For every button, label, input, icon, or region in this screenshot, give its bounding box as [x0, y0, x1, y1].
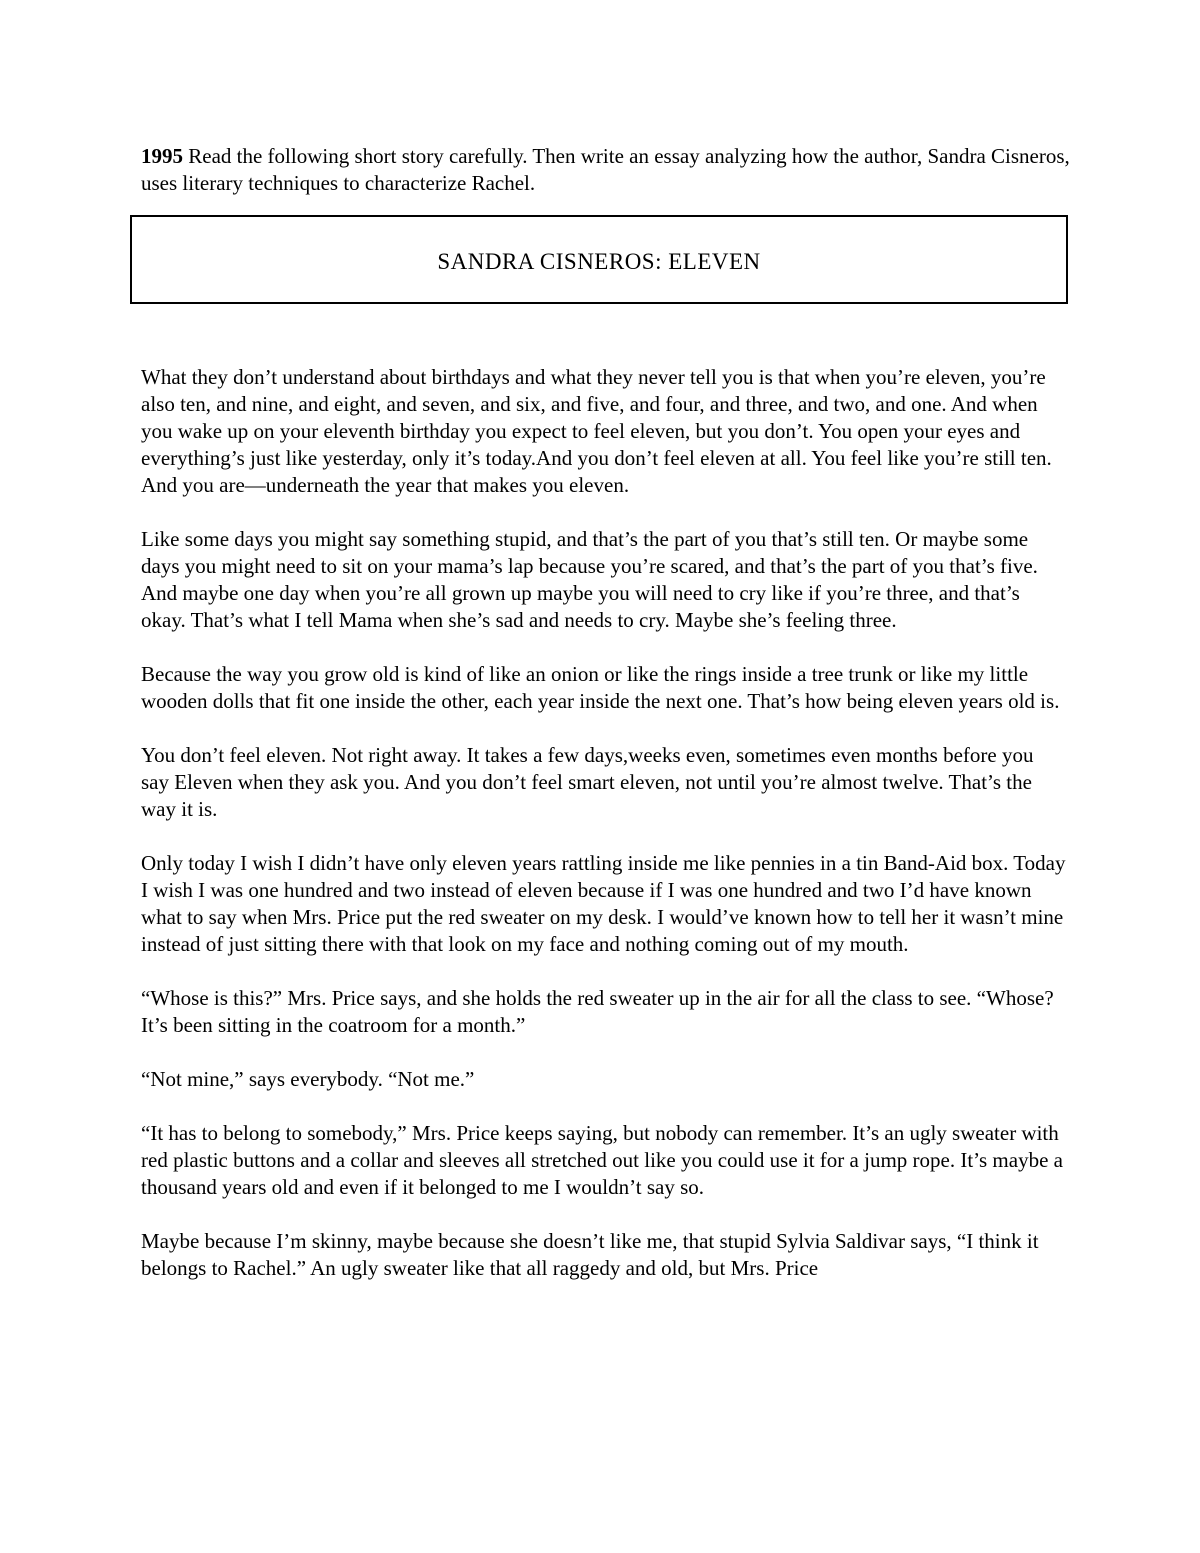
story-paragraph: “Not mine,” says everybody. “Not me.”	[141, 1067, 475, 1091]
story-paragraph: What they don’t understand about birthdays and what they never tell you is that when you’re eleven, you’re also ten, and nine, and eight, and seven, and six, and five, and four, and three, and two, and one. And when you wake up on your eleventh birthday you expect to feel eleven, but you don’t. You open your eyes and everything’s just like yesterday, only it’s today.And you don’t feel eleven at all. You feel like you’re still ten. And you are—underneath the year that makes you eleven.	[141, 365, 1052, 497]
prompt-text: Read the following short story carefully. Then write an essay analyzing how the author, Sandra Cisneros, uses literary techniques to characterize Rachel.	[141, 144, 1070, 195]
essay-prompt	[141, 143, 1071, 197]
story-body	[141, 364, 1066, 1309]
story-title: SANDRA CISNEROS: ELEVEN	[437, 248, 761, 274]
story-paragraph: Because the way you grow old is kind of like an onion or like the rings inside a tree trunk or like my little wooden dolls that fit one inside the other, each year inside the next one. That’s how being eleven years old is.	[141, 662, 1060, 713]
story-paragraph: You don’t feel eleven. Not right away. It takes a few days,weeks even, sometimes even months before you say Eleven when they ask you. And you don’t feel smart eleven, not until you’re almost twelve. That’s the way it is.	[141, 743, 1034, 821]
story-paragraph: Like some days you might say something stupid, and that’s the part of you that’s still ten. Or maybe some days you might need to sit on your mama’s lap because you’re scared, and that’s the part of you that’s five. And maybe one day when you’re all grown up maybe you will need to cry like if you’re three, and that’s okay. That’s what I tell Mama when she’s sad and needs to cry. Maybe she’s feeling three.	[141, 527, 1038, 632]
story-paragraph: Maybe because I’m skinny, maybe because she doesn’t like me, that stupid Sylvia Saldivar says, “I think it belongs to Rachel.” An ugly sweater like that all raggedy and old, but Mrs. Price	[141, 1229, 1039, 1280]
prompt-year: 1995	[141, 144, 183, 168]
story-paragraph: “It has to belong to somebody,” Mrs. Price keeps saying, but nobody can remember. It’s an ugly sweater with red plastic buttons and a collar and sleeves all stretched out like you could use it for a jump rope. It’s maybe a thousand years old and even if it belonged to me I wouldn’t say so.	[141, 1121, 1063, 1199]
story-title-box	[130, 215, 1068, 304]
story-paragraph: “Whose is this?” Mrs. Price says, and she holds the red sweater up in the air for all the class to see. “Whose? It’s been sitting in the coatroom for a month.”	[141, 986, 1054, 1037]
story-paragraph: Only today I wish I didn’t have only eleven years rattling inside me like pennies in a tin Band-Aid box. Today I wish I was one hundred and two instead of eleven because if I was one hundred and two I’d have known what to say when Mrs. Price put the red sweater on my desk. I would’ve known how to tell her it wasn’t mine instead of just sitting there with that look on my face and nothing coming out of my mouth.	[141, 851, 1066, 956]
